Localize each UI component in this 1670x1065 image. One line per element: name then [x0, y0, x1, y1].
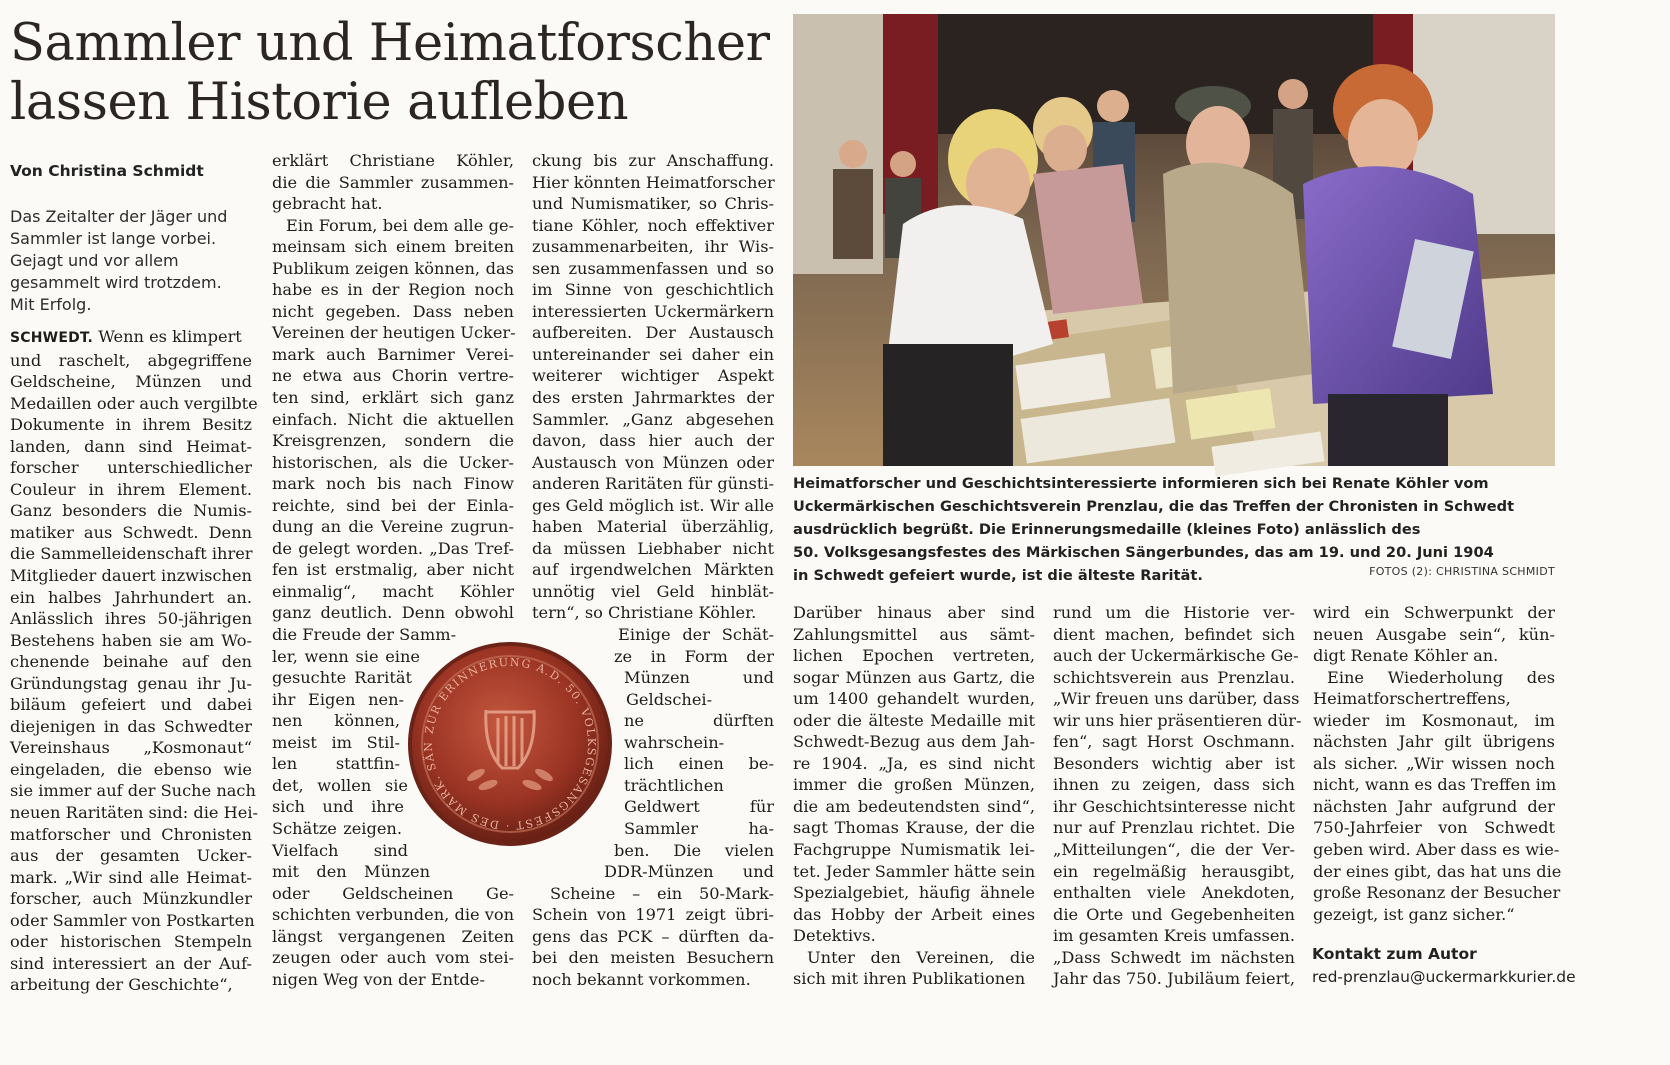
text-line: Schwedt-Bezug aus dem Jah-	[793, 732, 1035, 752]
text-line: ihr Eigen nen-	[272, 689, 404, 709]
text-line: „Wir freuen uns darüber, dass	[1053, 689, 1300, 709]
text-line: chenende beinahe auf den	[10, 652, 252, 672]
text-column-5	[1053, 602, 1302, 990]
text-line: Vereinen der heutigen Ucker-	[272, 323, 516, 343]
text-line: einmalig“, macht Köhler	[272, 581, 514, 601]
text-line: matforscher und Chronisten	[10, 824, 252, 844]
text-line: Jahr das 750. Jubiläum feiert,	[1053, 969, 1296, 989]
text-line: des ersten Jahrmarktes der	[532, 388, 774, 408]
text-line: Detektivs.	[793, 926, 876, 946]
text-line: mark. „Wir sind alle Heimat-	[10, 867, 252, 887]
headline-line: lassen Historie aufleben	[10, 73, 629, 132]
text-line: len stattfin-	[272, 754, 400, 774]
text-column-4	[793, 602, 1035, 990]
text-line: Kreisgrenzen, sondern die	[272, 431, 514, 451]
text-line: neuen Raritäten sind: die Hei-	[10, 803, 258, 823]
text-line: „Dass Schwedt im nächsten	[1053, 947, 1295, 967]
text-line: 750-Jahrfeier von Schwedt	[1313, 818, 1555, 838]
lead-line: Mit Erfolg.	[10, 295, 92, 314]
text-line: de gelegt worden. „Das Tref-	[272, 538, 514, 558]
text-line: zeugen oder auch vom stei-	[272, 948, 514, 968]
text-line: Sammler. „Ganz abgesehen	[532, 409, 774, 429]
text-line: Austausch von Münzen oder	[532, 452, 774, 472]
text-line: lichen Epochen vertreten,	[793, 646, 1035, 666]
text-line: SCHWEDT. Wenn es klimpert	[10, 327, 242, 346]
text-line: matiker aus Schwedt. Denn	[10, 522, 252, 542]
lead-paragraph	[10, 206, 260, 316]
text-line: ten sind, erklärt sich ganz	[272, 388, 514, 408]
text-line: große Resonanz der Besucher	[1313, 883, 1561, 903]
text-line: Vielfach sind	[272, 840, 408, 860]
text-line: mark noch bis nach Finow	[272, 474, 514, 494]
text-line: sind interessiert an der Auf-	[10, 953, 252, 973]
text-line: da müssen Liebhaber nicht	[532, 538, 774, 558]
text-line: schichtsverein aus Prenzlau.	[1053, 667, 1295, 687]
text-line: historischen, als die Ucker-	[272, 452, 514, 472]
text-line: die am bedeutendsten sind“,	[793, 796, 1035, 816]
text-line: landen, dann sind Heimat-	[10, 436, 252, 456]
text-line: die Orte und Gegebenheiten	[1053, 904, 1295, 924]
text-column-1	[10, 326, 258, 996]
text-line: als sicher. „Wir wissen noch	[1313, 753, 1555, 773]
text-line: nächsten Jahr gilt übrigens	[1313, 732, 1555, 752]
text-line: ein halbes Jahrhundert an.	[10, 587, 252, 607]
text-line: sen zusammenfassen und so	[532, 258, 774, 278]
text-line: nigen Weg von der Entde-	[272, 969, 485, 989]
text-line: tiane Köhler, noch effektiver	[532, 215, 774, 235]
text-line: digt Renate Köhler an.	[1313, 646, 1499, 666]
text-line: ze in Form der	[614, 646, 774, 666]
text-line: reichte, sind bei der Einla-	[272, 495, 514, 515]
lead-line: Das Zeitalter der Jäger und	[10, 207, 228, 226]
text-line: Ein Forum, bei dem alle ge-	[286, 215, 514, 235]
text-line: Medaillen oder auch vergilbte	[10, 393, 258, 413]
text-line: sie immer auf der Suche nach	[10, 781, 256, 801]
text-line: ganz deutlich. Denn obwohl	[272, 603, 514, 623]
text-line: zusammenarbeiten, ihr Wis-	[532, 237, 774, 257]
text-line: gesuchte Rarität	[272, 668, 412, 688]
text-column-3	[532, 150, 774, 990]
text-line: unnötig viel Geld hinblät-	[532, 581, 774, 601]
headline	[10, 14, 810, 132]
text-line: und Numismatiker, so Chris-	[532, 194, 774, 214]
text-line: Vereinshaus „Kosmonaut“	[10, 738, 252, 758]
text-line: ges Geld möglich ist. Wir alle	[532, 495, 774, 515]
text-line: fen ist erstmalig, aber nicht	[272, 560, 514, 580]
text-line: sagt Thomas Krause, der die	[793, 818, 1035, 838]
text-line: nen können,	[272, 711, 400, 731]
text-line: oder die älteste Medaille mit	[793, 710, 1035, 730]
text-line: gebracht hat.	[272, 194, 383, 214]
text-line: Eine Wiederholung des	[1327, 667, 1555, 687]
text-line: ben. Die vielen	[614, 840, 774, 860]
commemorative-medal	[406, 640, 614, 848]
text-line: Darüber hinaus aber sind	[793, 603, 1035, 622]
text-line: Zahlungsmittel aus sämt-	[793, 624, 1035, 644]
text-line: nur auf Prenzlau richtet. Die	[1053, 818, 1295, 838]
text-line: Ganz besonders die Numis-	[10, 501, 252, 521]
text-line: bei den meisten Besuchern	[532, 948, 774, 968]
text-line: und raschelt, abgegriffene	[10, 350, 252, 370]
text-line: interessierten Uckermärkern	[532, 301, 774, 321]
text-line: ein regelmäßig herausgibt,	[1053, 861, 1295, 881]
text-line: oder Geldscheinen Ge-	[272, 883, 514, 903]
text-line: biläum gefeiert und dabei	[10, 695, 252, 715]
text-line: im gesamten Kreis umfassen.	[1053, 926, 1295, 946]
text-line: „Mitteilungen“, die der Ver-	[1053, 840, 1295, 860]
text-line: Einige der Schät-	[618, 625, 774, 645]
text-line: nicht gegeben. Dass neben	[272, 301, 514, 321]
text-line: immer die großen Münzen,	[793, 775, 1035, 795]
text-line: sogar Münzen aus Gartz, die	[793, 667, 1035, 687]
dateline: SCHWEDT.	[10, 330, 94, 346]
text-line: das Hobby der Arbeit eines	[793, 904, 1035, 924]
text-line: wird ein Schwerpunkt der	[1313, 603, 1555, 622]
text-line: die Sammelleidenschaft ihrer	[10, 544, 253, 564]
text-line: davon, dass hier auch der	[532, 431, 774, 451]
text-line: noch bekannt vorkommen.	[532, 969, 751, 989]
event-photo-illustration	[793, 14, 1555, 466]
text-line: Spezialgebiet, häufig ähnele	[793, 883, 1035, 903]
text-line: gezeigt, ist ganz sicher.“	[1313, 904, 1515, 924]
text-line: Heimatforschertreffens,	[1313, 689, 1511, 709]
event-photo	[793, 14, 1555, 466]
text-line: auch der Uckermärkische Ge-	[1053, 646, 1299, 666]
contact-label: Kontakt zum Autor	[1312, 945, 1477, 963]
text-line: nicht, wann es das Treffen im	[1313, 775, 1557, 795]
text-line: Mitglieder dauert inzwischen	[10, 566, 252, 586]
text-line: aufbereiten. Der Austausch	[532, 323, 774, 343]
text-line: gens das PCK – dürften da-	[532, 926, 774, 946]
text-line: Gründungstag genau ihr Ju-	[10, 673, 252, 693]
text-line: habe es in der Region noch	[272, 280, 514, 300]
caption-line: in Schwedt gefeiert wurde, ist die älteste Rarität.	[793, 567, 1203, 584]
text-line: im Sinne von geschichtlich	[532, 280, 774, 300]
text-line: wahrschein-	[624, 732, 725, 752]
text-line: anderen Raritäten für günsti-	[532, 474, 774, 494]
text-line: oder historischen Stempeln	[10, 932, 252, 952]
text-line: der eines gibt, das hat uns die	[1313, 861, 1562, 881]
text-line: tern“, so Christiane Köhler.	[532, 603, 757, 623]
text-column-2	[272, 150, 514, 990]
text-line: die die Sammler zusammen-	[272, 172, 514, 192]
text-line: sich und ihre	[272, 797, 404, 817]
text-line: die Freude der Samm-	[272, 625, 457, 645]
lead-line: Gejagt und vor allem	[10, 251, 179, 270]
text-line: geben wird. Aber dass es wie-	[1313, 840, 1560, 860]
text-line: det, wollen sie	[272, 775, 408, 795]
text-line: Bestehens haben sie am Wo-	[10, 630, 252, 650]
text-line: meinsam sich einem breiten	[272, 237, 514, 257]
text-line: fen“, sagt Horst Oschmann.	[1053, 732, 1295, 752]
contact-email[interactable]: red-prenzlau@uckermarkkurier.de	[1312, 968, 1576, 986]
text-line: nächsten Jahr aufgrund der	[1313, 796, 1555, 816]
text-line: ne dürften	[624, 711, 774, 731]
text-line: Unter den Vereinen, die	[807, 947, 1035, 967]
text-line: trächtlichen	[624, 775, 724, 795]
text-line: enthalten viele Anekdoten,	[1053, 883, 1295, 903]
text-line: ihnen zu zeigen, dass sich	[1053, 775, 1295, 795]
text-line: Schein von 1971 zeigt übri-	[532, 905, 774, 925]
text-line: Scheine – ein 50-Mark-	[550, 883, 774, 903]
byline: Von Christina Schmidt	[10, 162, 204, 180]
text-line: Fachgruppe Numismatik lei-	[793, 840, 1035, 860]
text-line: oder Sammler von Postkarten	[10, 910, 255, 930]
text-line: untereinander sei daher ein	[532, 344, 774, 364]
text-line: forscher, auch Münzkundler	[10, 889, 252, 909]
text-line: diejenigen in das Schwedter	[10, 716, 252, 736]
caption-line: 50. Volksgesangsfestes des Märkischen Sängerbundes, das am 19. und 20. Juni 1904	[793, 544, 1494, 561]
medal-inscription: ZUR ERINNERUNG A.D. 50. VOLKSGESANGSFEST · DES MÄRK. SÄN	[421, 655, 599, 833]
text-line: haben Material überzählig,	[532, 517, 774, 537]
text-line: Münzen und	[624, 668, 774, 688]
text-line: eingeladen, die ebenso wie	[10, 759, 252, 779]
text-line: meist im Stil-	[272, 732, 400, 752]
text-line: dient machen, befindet sich	[1053, 624, 1295, 644]
text-line: Geldwert für	[624, 797, 774, 817]
text-line: wir uns hier präsentieren dür-	[1053, 710, 1302, 730]
text-line: Couleur in ihrem Element.	[10, 479, 252, 499]
text-line: Geldschei-	[626, 689, 713, 709]
text-line: erklärt Christiane Köhler,	[272, 151, 514, 170]
text-line: rund um die Historie ver-	[1053, 603, 1295, 622]
text-line: auf irgendwelchen Märkten	[532, 560, 774, 580]
text-line: dung an die Vereine zugrun-	[272, 517, 514, 537]
text-column-6	[1313, 602, 1562, 925]
caption-line: Uckermärkischen Geschichtsverein Prenzlau, die das Treffen der Chronisten in Schwedt	[793, 498, 1515, 515]
text-line: ne etwa aus Chorin vertre-	[272, 366, 514, 386]
caption-line: Heimatforscher und Geschichtsinteressierte informieren sich bei Renate Köhler vom	[793, 475, 1489, 492]
text-line: sich mit ihren Publikationen	[793, 969, 1026, 989]
photo-credit: FOTOS (2): CHRISTINA SCHMIDT	[1369, 565, 1555, 578]
text-line: arbeitung der Geschichte“,	[10, 975, 233, 995]
text-line: Geldscheine, Münzen und	[10, 372, 252, 392]
text-line: ihr Geschichtsinteresse nicht	[1053, 796, 1295, 816]
text-line: Hier könnten Heimatforscher	[532, 172, 775, 192]
text-line: re 1904. „Ja, es sind nicht	[793, 753, 1035, 773]
text-line: längst vergangenen Zeiten	[272, 926, 514, 946]
text-line: wieder im Kosmonaut, im	[1313, 710, 1555, 730]
text-line: Anlässlich ihres 50-jährigen	[10, 609, 252, 629]
text-line: ler, wenn sie eine	[272, 646, 420, 666]
text-line: Schätze zeigen.	[272, 818, 402, 838]
text-line: Publikum zeigen können, das	[272, 258, 514, 278]
text-line: einfach. Nicht die aktuellen	[272, 409, 514, 429]
text-line: forscher unterschiedlicher	[10, 458, 252, 478]
text-line: ckung bis zur Anschaffung.	[532, 151, 774, 170]
text-line: mark auch Barnimer Verei-	[272, 344, 514, 364]
text-line: lich einen be-	[624, 754, 774, 774]
text-line: weiterer wichtiger Aspekt	[532, 366, 774, 386]
headline-line: Sammler und Heimatforscher	[10, 14, 770, 73]
text-line: tet. Jeder Sammler hätte sein	[793, 861, 1036, 881]
text-line: Besonders wichtig aber ist	[1053, 753, 1295, 773]
text-line: aus der gesamten Ucker-	[10, 846, 252, 866]
text-line: mit den Münzen	[272, 862, 430, 882]
text-line: neuen Ausgabe sein“, kün-	[1313, 624, 1555, 644]
text-line: Sammler ha-	[624, 818, 774, 838]
text-line: Dokumente in ihrem Besitz	[10, 415, 252, 435]
text-line: schichten verbunden, die von	[272, 905, 515, 925]
text-line: DDR-Münzen und	[604, 862, 774, 882]
caption-line: ausdrücklich begrüßt. Die Erinnerungsmedaille (kleines Foto) anlässlich des	[793, 521, 1421, 538]
text-line: um 1400 gehandelt wurden,	[793, 689, 1035, 709]
lead-line: gesammelt wird trotzdem.	[10, 273, 222, 292]
lead-line: Sammler ist lange vorbei.	[10, 229, 217, 248]
